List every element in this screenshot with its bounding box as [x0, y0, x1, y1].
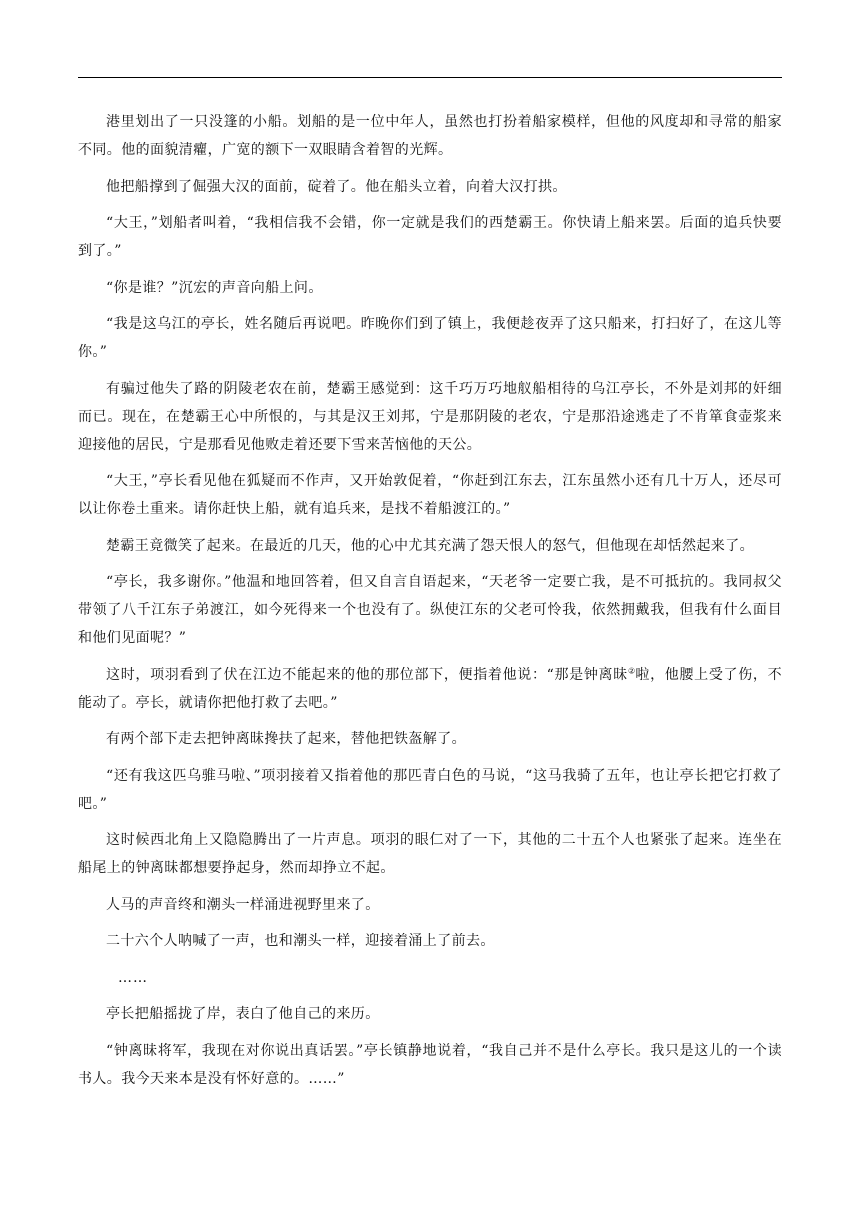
paragraph: “大王，”亭长看见他在狐疑而不作声，又开始敦促着，“你赶到江东去，江东虽然小还有几十万人，还尽可以让你卷土重来。请你赶快上船，就有追兵来，是找不着船渡江的。”: [78, 473, 782, 517]
paragraph: “亭长，我多谢你。”他温和地回答着，但又自言自语起来，“天老爷一定要亡我，是不可抵抗的。我同叔父带领了八千江东子弟渡江，如今死得来一个也没有了。纵使江东的父老可怜我，依然拥戴我，但我有什么面目和他们见面呢？”: [78, 574, 782, 646]
paragraph: 亭长把船摇拢了岸，表白了他自己的来历。: [106, 1006, 380, 1022]
paragraph-with-footnote: [78, 661, 782, 717]
footnote-marker: ②: [627, 665, 636, 675]
paragraph: “大王，”划船者叫着，“我相信我不会错，你一定就是我们的西楚霸王。你快请上船来罢。后面的追兵快要到了。”: [78, 215, 782, 259]
article-body: [78, 108, 782, 1101]
paragraph: 二十六个人呐喊了一声，也和潮头一样，迎接着涌上了前去。: [106, 933, 495, 949]
paragraph: 人马的声音终和潮头一样涌进视野里来了。: [106, 896, 380, 913]
ellipsis-paragraph: ……: [118, 969, 148, 986]
paragraph-text-after-note: 啦，他腰上受了伤，不能动了。亭长，就请你把他打救了去吧。”: [78, 666, 783, 711]
paragraph: “我是这乌江的亭长，姓名随后再说吧。昨晚你们到了镇上，我便趁夜弄了这只船来，打扫好了，在这儿等你。”: [78, 316, 782, 360]
paragraph: “钟离昧将军，我现在对你说出真话罢。”亭长镇静地说着，“我自己并不是什么亭长。我只是这儿的一个读书人。我今天来本是没有怀好意的。……”: [78, 1042, 782, 1087]
paragraph-text-before-note: 这时，项羽看到了伏在江边不能起来的他的那位部下，便指着他说：“那是钟离昧: [106, 666, 628, 683]
paragraph: 有两个部下走去把钟离昧搀扶了起来，替他把铁盔解了。: [106, 731, 466, 747]
paragraph: 港里划出了一只没篷的小船。划船的是一位中年人，虽然也打扮着船家模样，但他的风度却和寻常的船家不同。他的面貌清癯，广宽的额下一双眼睛含着智的光辉。: [78, 114, 782, 158]
paragraph: 有骗过他失了路的阴陵老农在前，楚霸王感觉到：这千巧万巧地舣船相待的乌江亭长，不外是刘邦的奸细而已。现在，在楚霸王心中所恨的，与其是汉王刘邦，宁是那阴陵的老农，宁是那沿途逃走了不肯箪食壶浆来迎接他的居民，宁是那看见他败走着还要下雪来苦恼他的天公。: [78, 380, 782, 453]
paragraph: “你是谁？”沉宏的声音向船上问。: [106, 279, 323, 296]
paragraph: 这时候西北角上又隐隐腾出了一片声息。项羽的眼仁对了一下，其他的二十五个人也紧张了起来。连坐在船尾上的钟离昧都想要挣起身，然而却挣立不起。: [78, 832, 782, 876]
paragraph: “还有我这匹乌骓马啦、”项羽接着又指着他的那匹青白色的马说，“这马我骑了五年，也让亭长把它打救了吧。”: [78, 767, 782, 812]
header-rule: [78, 77, 782, 78]
paragraph: 他把船撑到了倔强大汉的面前，碇着了。他在船头立着，向着大汉打拱。: [106, 178, 567, 195]
paragraph: 楚霸王竟微笑了起来。在最近的几天，他的心中尤其充满了怨天恨人的怒气，但他现在却恬然起来了。: [106, 537, 754, 554]
